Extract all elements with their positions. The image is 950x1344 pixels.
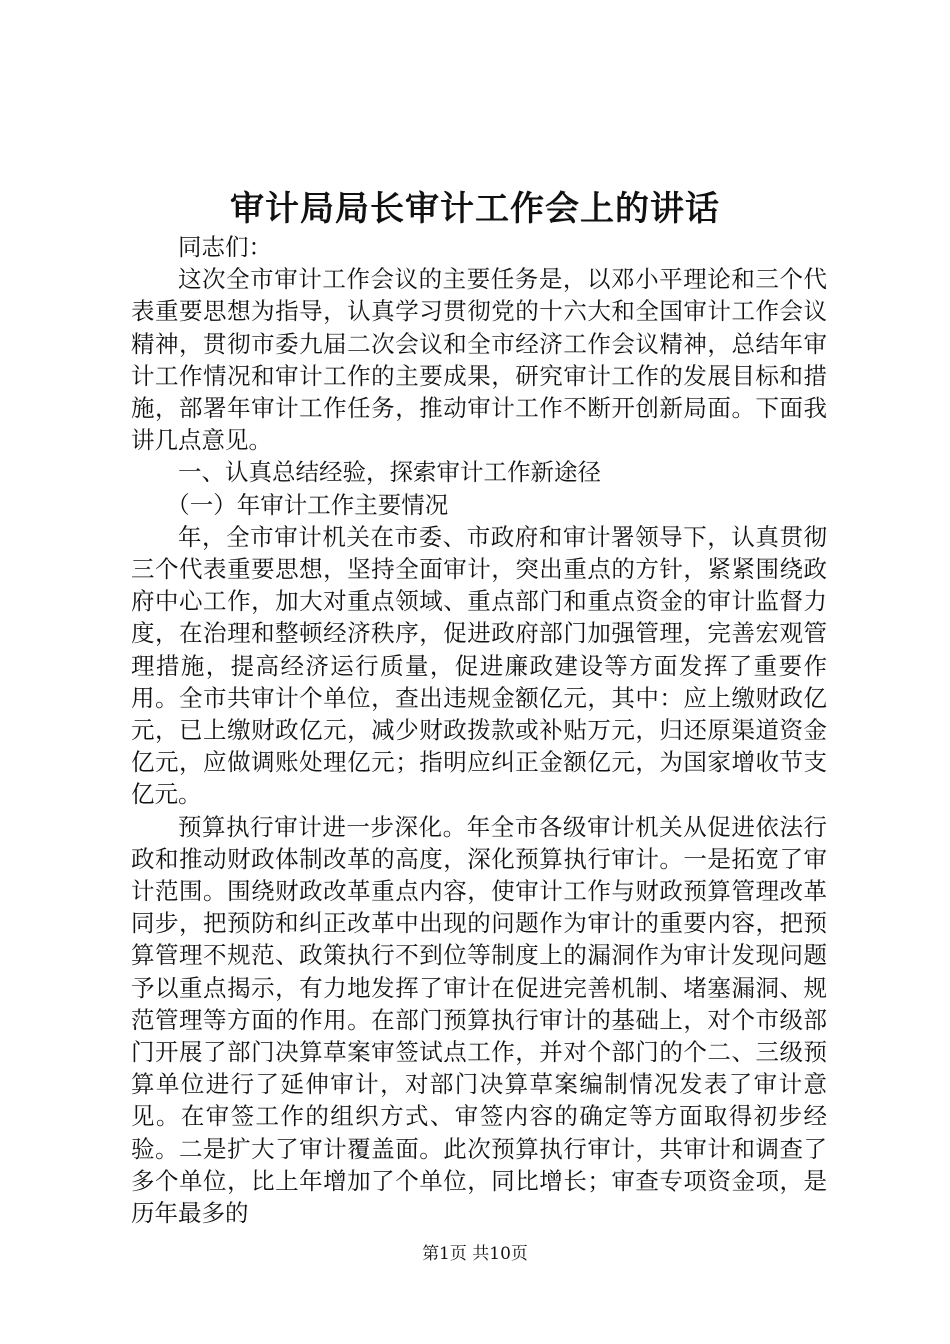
- salutation: 同志们：: [178, 233, 272, 261]
- intro-paragraph: 这次全市审计工作会议的主要任务是，以邓小平理论和三个代表重要思想为指导，认真学习贯彻党的十六大和全国审计工作会议精神，贯彻市委九届二次会议和全市经济工作会议精神，总结年审计工作情况和审计工作的主要成果，研究审计工作的发展目标和措施，部署年审计工作任务，推动审计工作不断开创新局面。下面我讲几点意见。: [131, 265, 827, 455]
- budget-audit-paragraph: 预算执行审计进一步深化。年全市各级审计机关从促进依法行政和推动财政体制改革的高度，深化预算执行审计。一是拓宽了审计范围。围绕财政改革重点内容，使审计工作与财政预算管理改革同步，把预防和纠正改革中出现的问题作为审计的重要内容，把预算管理不规范、政策执行不到位等制度上的漏洞作为审计发现问题予以重点揭示，有力地发挥了审计在促进完善机制、堵塞漏洞、规范管理等方面的作用。在部门预算执行审计的基础上，对个市级部门开展了部门决算草案审签试点工作，并对个部门的个二、三级预算单位进行了延伸审计，对部门决算草案编制情况发表了审计意见。在审签工作的组织方式、审签内容的确定等方面取得初步经验。二是扩大了审计覆盖面。此次预算执行审计，共审计和调查了多个单位，比上年增加了个单位，同比增长；审查专项资金项，是历年最多的: [131, 812, 827, 1228]
- document-body: [131, 231, 827, 1229]
- subsection-heading: （一）年审计工作主要情况: [166, 490, 449, 519]
- page-number-footer: 第1页 共10页: [422, 1244, 528, 1264]
- section-heading: 一、认真总结经验，探索审计工作新途径: [178, 458, 601, 487]
- summary-paragraph: 年，全市审计机关在市委、市政府和审计署领导下，认真贯彻三个代表重要思想，坚持全面审计，突出重点的方针，紧紧围绕政府中心工作，加大对重点领域、重点部门和重点资金的审计监督力度，在治理和整顿经济秩序，促进政府部门加强管理，完善宏观管理措施，提高经济运行质量，促进廉政建设等方面发挥了重要作用。全市共审计个单位，查出违规金额亿元，其中：应上缴财政亿元，已上缴财政亿元，减少财政拨款或补贴万元，归还原渠道资金亿元，应做调账处理亿元；指明应纠正金额亿元，为国家增收节支亿元。: [131, 522, 827, 809]
- document-title: 审计局局长审计工作会上的讲话: [230, 189, 720, 229]
